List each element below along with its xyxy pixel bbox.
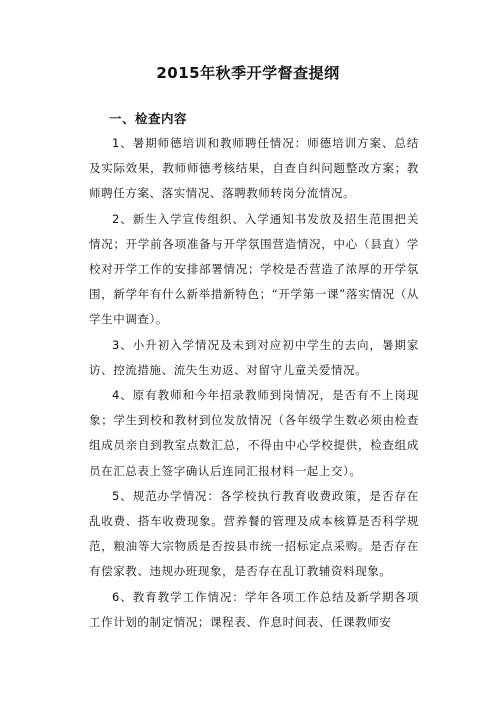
checklist-item-5: 5、规范办学情况：各学校执行教育收费政策，是否存在乱收费、搭车收费现象。营养餐的管理及成本核算是否科学规范，粮油等大宗物质是否按县市统一招标定点采购。是否存在有偿家教、违规办班现象，是否存在乱订教辅资料现象。 — [89, 488, 419, 579]
checklist-item-2: 2、新生入学宣传组织、入学通知书发放及招生范围把关情况；开学前各项准备与开学氛围营造情况，中心（县直）学校对开学工作的安排部署情况；学校是否营造了浓厚的开学氛围，新学年有什么新举措新特色；“开学第一课”落实情况（从学生中调查）。 — [89, 211, 419, 327]
document-body — [89, 106, 419, 635]
checklist-item-4: 4、原有教师和今年招录教师到岗情况，是否有不上岗现象；学生到校和教材到位发放情况（各年级学生数必须由检查组成员亲自到教室点数汇总，不得由中心学校提供，检查组成员在汇总表上签字确认后连同汇报材料一起上交）。 — [89, 388, 419, 478]
checklist-item-1: 1、暑期师德培训和教师聘任情况：师德培训方案、总结及实际效果，教师师德考核结果，自查自纠问题整改方案；教师聘任方案、落实情况、落聘教师转岗分流情况。 — [89, 136, 419, 201]
section-heading: 一、检查内容 — [109, 111, 188, 126]
checklist-item-6: 6、教育教学工作情况：学年各项工作总结及新学期各项工作计划的制定情况；课程表、作息时间表、任课教师安 — [89, 589, 419, 629]
document-title: 2015年秋季开学督查提纲 — [156, 64, 340, 82]
checklist-item-3: 3、小升初入学情况及未到对应初中学生的去向，暑期家访、控流措施、流失生劝返、对留守儿童关爱情况。 — [89, 337, 419, 377]
